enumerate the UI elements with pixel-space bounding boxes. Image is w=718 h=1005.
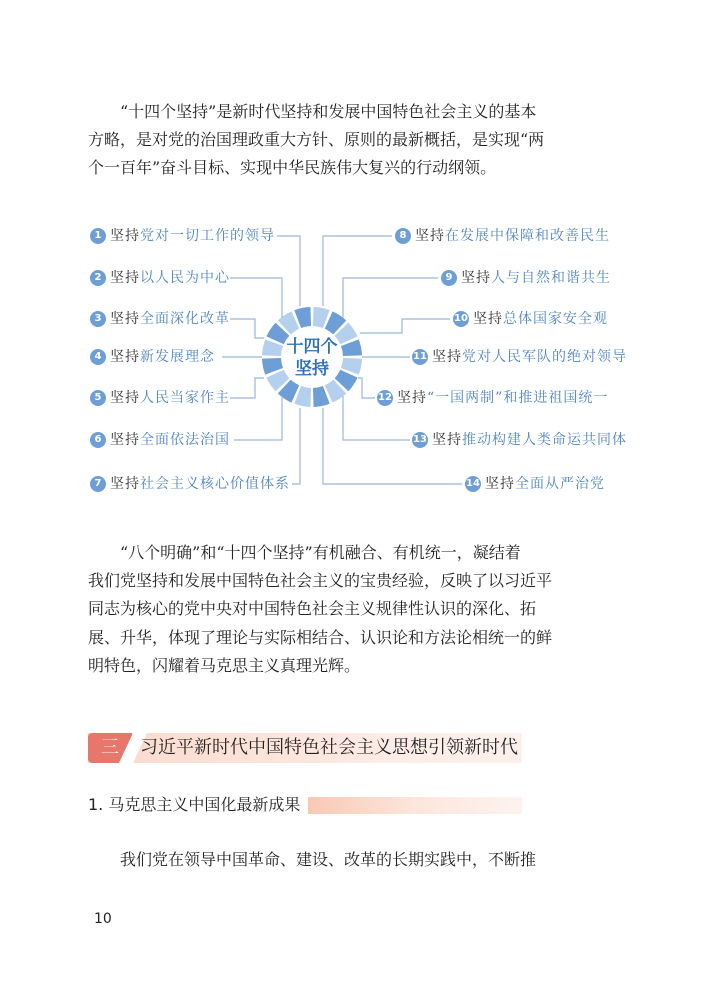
item-keyword: 坚持: [110, 349, 140, 365]
item-text: 总体国家安全观: [503, 311, 608, 327]
adherence-item-6: [90, 431, 230, 449]
text-line: “八个明确”和“十四个坚持”有机融合、有机统一，凝结着: [120, 543, 521, 562]
subsection-heading: 1. 马克思主义中国化最新成果: [88, 795, 301, 814]
adherence-item-4: [90, 348, 215, 366]
number-badge: 13: [412, 432, 428, 448]
number-badge: 2: [90, 270, 106, 286]
number-badge: 3: [90, 311, 106, 327]
number-badge: 8: [395, 228, 411, 244]
connector-line: [358, 378, 375, 398]
item-keyword: 坚持: [110, 476, 140, 492]
adherence-item-11: [412, 348, 627, 366]
item-text: 推动构建人类命运共同体: [462, 432, 627, 448]
connector-line: [323, 236, 392, 306]
item-text: 全面依法治国: [140, 432, 230, 448]
text-line: 个一百年”奋斗目标、实现中华民族伟大复兴的行动纲领。: [88, 158, 497, 177]
number-badge: 10: [453, 311, 469, 327]
item-text: 在发展中保障和改善民生: [445, 228, 610, 244]
item-text: 人民当家作主: [140, 390, 230, 406]
text-line: 明特色，闪耀着马克思主义真理光辉。: [88, 656, 361, 675]
item-keyword: 坚持: [110, 432, 140, 448]
item-text: 全面从严治党: [515, 476, 605, 492]
text-line: 我们党在领导中国革命、建设、改革的长期实践中，不断推: [120, 850, 537, 869]
adherence-item-12: [377, 389, 608, 407]
number-badge: 14: [465, 476, 481, 492]
item-keyword: 坚持: [461, 270, 491, 286]
item-text: 新发展理念: [140, 349, 215, 365]
item-keyword: 坚持: [432, 432, 462, 448]
adherence-item-3: [90, 310, 230, 328]
adherence-item-7: [90, 475, 290, 493]
item-text: “一国两制”和推进祖国统一: [427, 390, 609, 406]
number-badge: 12: [377, 390, 393, 406]
item-text: 全面深化改革: [140, 311, 230, 327]
number-badge: 1: [90, 228, 106, 244]
page-number: 10: [94, 911, 112, 927]
number-badge: 6: [90, 432, 106, 448]
item-keyword: 坚持: [473, 311, 503, 327]
connector-line: [230, 319, 264, 338]
section-number: 三: [88, 733, 132, 763]
item-keyword: 坚持: [110, 311, 140, 327]
item-text: 人与自然和谐共生: [491, 270, 611, 286]
item-keyword: 坚持: [110, 228, 140, 244]
center-label: [272, 336, 352, 380]
item-keyword: 坚持: [485, 476, 515, 492]
adherence-item-2: [90, 269, 230, 287]
number-badge: 4: [90, 349, 106, 365]
adherence-item-14: [465, 475, 605, 493]
text-line: 方略，是对党的治国理政重大方针、原则的最新概括，是实现“两: [88, 130, 545, 149]
connector-line: [360, 319, 450, 333]
item-text: 社会主义核心价值体系: [140, 476, 290, 492]
item-keyword: 坚持: [432, 349, 462, 365]
text-line: 同志为核心的党中央对中国特色社会主义规律性认识的深化、拓: [88, 599, 537, 618]
adherence-item-13: [412, 431, 627, 449]
center-label-line: 十四个: [286, 337, 338, 357]
connector-line: [230, 378, 264, 398]
connector-line: [292, 408, 300, 484]
adherence-item-5: [90, 389, 230, 407]
text-line: 我们党坚持和发展中国特色社会主义的宝贵经验，反映了以习近平: [88, 571, 553, 590]
connector-line: [277, 236, 300, 306]
subsection-decor-bar: [308, 797, 522, 814]
connector-line: [230, 278, 282, 318]
center-label-line: 坚持: [295, 359, 329, 379]
item-text: 以人民为中心: [140, 270, 230, 286]
section-heading: [88, 733, 522, 763]
number-badge: 7: [90, 476, 106, 492]
item-text: 党对人民军队的绝对领导: [462, 349, 627, 365]
number-badge: 5: [90, 390, 106, 406]
text-line: “十四个坚持”是新时代坚持和发展中国特色社会主义的基本: [120, 102, 537, 121]
item-keyword: 坚持: [397, 390, 427, 406]
item-keyword: 坚持: [110, 390, 140, 406]
number-badge: 9: [441, 270, 457, 286]
adherence-item-10: [453, 310, 608, 328]
adherence-item-9: [441, 269, 611, 287]
number-badge: 11: [412, 349, 428, 365]
item-keyword: 坚持: [110, 270, 140, 286]
item-keyword: 坚持: [415, 228, 445, 244]
adherence-item-1: [90, 227, 275, 245]
connector-line: [343, 278, 438, 318]
text-line: 展、升华，体现了理论与实际相结合、认识论和方法论相统一的鲜: [88, 628, 553, 647]
item-text: 党对一切工作的领导: [140, 228, 275, 244]
connector-line: [234, 396, 282, 440]
adherence-item-8: [395, 227, 610, 245]
section-title: 习近平新时代中国特色社会主义思想引领新时代: [140, 737, 518, 758]
